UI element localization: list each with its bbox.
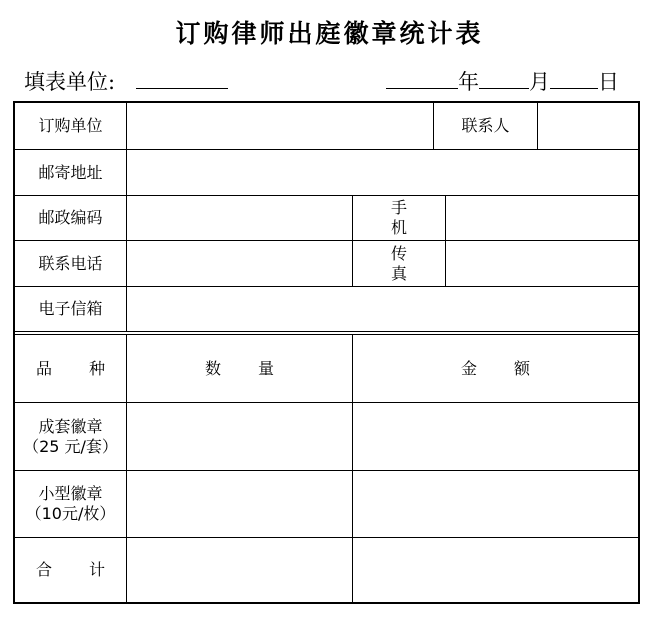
day-label: 日 (598, 70, 619, 94)
postal-code-label: 邮政编码 (38, 208, 103, 227)
fill-unit-label: 填表单位: (24, 70, 116, 94)
order-unit-field[interactable] (127, 103, 433, 149)
mail-address-field[interactable] (127, 150, 638, 195)
contact-phone-field[interactable] (127, 241, 352, 286)
order-unit-label: 订购单位 (38, 116, 103, 135)
full-set-quantity-field[interactable] (127, 403, 352, 470)
fill-unit-blank[interactable] (136, 66, 228, 89)
email-label: 电子信箱 (38, 299, 103, 318)
header-quantity: 数 量 (204, 358, 291, 378)
mobile-label: 手 机 (390, 198, 429, 237)
header-amount: 金 额 (460, 358, 547, 378)
contact-person-field[interactable] (538, 103, 638, 149)
total-quantity-field[interactable] (127, 538, 352, 602)
day-blank[interactable] (550, 66, 598, 89)
item-small-badge-name: 小型徽章 (38, 484, 103, 503)
contact-person-label: 联系人 (461, 116, 510, 135)
postal-code-field[interactable] (127, 196, 352, 240)
total-label: 合 计 (35, 560, 122, 579)
fax-field[interactable] (446, 241, 638, 286)
total-amount-field[interactable] (353, 538, 638, 602)
small-badge-quantity-field[interactable] (127, 471, 352, 537)
full-set-amount-field[interactable] (353, 403, 638, 470)
email-field[interactable] (127, 287, 638, 331)
item-full-set-name: 成套徽章 (38, 416, 103, 436)
contact-phone-label: 联系电话 (38, 253, 103, 273)
small-badge-amount-field[interactable] (353, 471, 638, 537)
fill-date-row (386, 66, 619, 98)
month-blank[interactable] (479, 66, 529, 89)
table-rule (15, 331, 638, 332)
page-title: 订购律师出庭徽章统计表 (175, 19, 484, 48)
item-small-badge (15, 471, 126, 537)
header-item: 品 种 (35, 358, 122, 378)
year-blank[interactable] (386, 66, 458, 89)
item-full-set (15, 403, 126, 470)
mail-address-label: 邮寄地址 (38, 162, 103, 182)
item-small-badge-price: （10元/枚） (25, 504, 116, 523)
fill-unit-row (24, 66, 228, 98)
mobile-field[interactable] (446, 196, 638, 240)
item-full-set-price: （25 元/套） (23, 436, 118, 456)
year-label: 年 (458, 70, 479, 94)
month-label: 月 (529, 70, 550, 94)
fax-label: 传 真 (390, 243, 429, 283)
order-table (13, 101, 640, 604)
